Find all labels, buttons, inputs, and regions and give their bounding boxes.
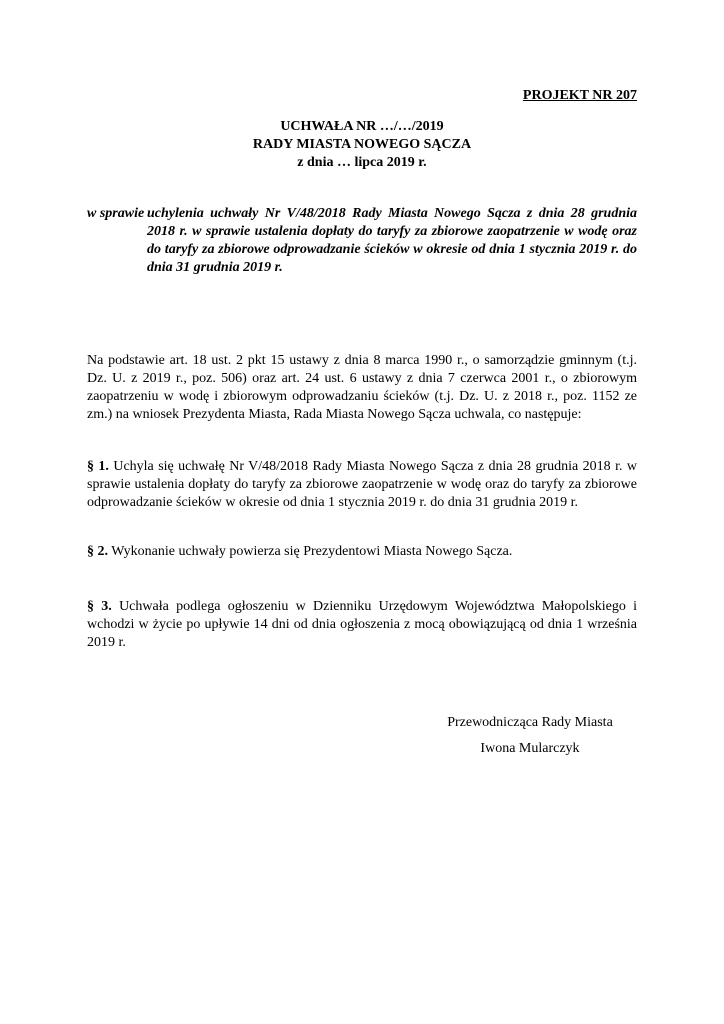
- resolution-number: UCHWAŁA NR …/…/2019: [280, 119, 444, 134]
- section-1-text: Uchyla się uchwałę Nr V/48/2018 Rady Miasta Nowego Sącza z dnia 28 grudnia 2018 r. w sprawie ustalenia dopłaty do taryfy za zbiorowe zaopatrzenie w wodę oraz do taryfy za zbiorowe odprowadzanie ścieków w okresie od dnia 1 stycznia 2019 r. do dnia 31 grudnia 2019 r.: [87, 459, 637, 510]
- signatory-name: Iwona Mularczyk: [480, 741, 580, 756]
- section-3-text: Uchwała podlega ogłoszeniu w Dzienniku Urzędowym Województwa Małopolskiego i wchodzi w życie po upływie 14 dni od dnia ogłoszenia z mocą obowiązującą od dnia 1 września 2019 r.: [87, 599, 638, 650]
- section-1-label: § 1.: [87, 459, 109, 474]
- council-name: RADY MIASTA NOWEGO SĄCZA: [252, 137, 472, 152]
- section-3: [87, 598, 637, 652]
- subject-text: uchylenia uchwały Nr V/48/2018 Rady Miasta Nowego Sącza z dnia 28 grudnia 2018 r. w sprawie ustalenia dopłaty do taryfy za zbiorowe zaopatrzenie w wodę oraz do taryfy za zbiorowe odprowadzanie ścieków w okresie od dnia 1 stycznia 2019 r. do dnia 31 grudnia 2019 r.: [147, 206, 637, 275]
- legal-basis-paragraph: Na podstawie art. 18 ust. 2 pkt 15 ustawy z dnia 8 marca 1990 r., o samorządzie gminnym (t.j. Dz. U. z 2019 r., poz. 506) oraz art. 24 ust. 6 ustawy z dnia 7 czerwca 2001 r., o zbiorowym zaopatrzeniu w wodę i zbiorowym odprowadzaniu ścieków (t.j. Dz. U. z 2018 r., poz. 1152 ze zm.) na wniosek Prezydenta Miasta, Rada Miasta Nowego Sącza uchwala, co następuje:: [87, 353, 637, 422]
- section-2-label: § 2.: [87, 544, 108, 559]
- resolution-date: z dnia … lipca 2019 r.: [297, 155, 427, 170]
- subject-lead: w sprawie: [87, 206, 145, 221]
- section-3-label: § 3.: [87, 599, 112, 614]
- resolution-subject: [87, 205, 637, 277]
- section-2: [87, 543, 637, 561]
- project-number-label: PROJEKT NR 207: [522, 88, 637, 103]
- section-2-text: Wykonanie uchwały powierza się Prezydentowi Miasta Nowego Sącza.: [111, 544, 513, 559]
- section-1: [87, 458, 637, 512]
- resolution-title: [0, 118, 724, 172]
- signatory-role: Przewodnicząca Rady Miasta: [447, 715, 613, 730]
